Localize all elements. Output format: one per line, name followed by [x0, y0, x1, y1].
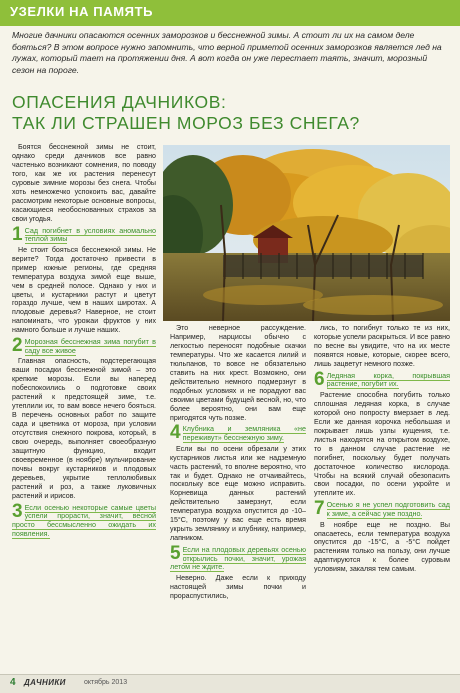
subheading-1 — [12, 223, 156, 245]
subheading-3 — [12, 500, 156, 538]
magazine-name: ДАЧНИКИ — [24, 678, 66, 687]
body-paragraph: Не стоит бояться бесснежной зимы. Не верите? Тогда достаточно привести в пример южные регионы, где средняя температура воздуха зимой еще выше, чем в средней полосе. Однако у них и цветы, и кустарники растут и цветут гораздо лучше, чем в наших широтах. А плодовые деревья? Наверное, не стоит напоминать, что урожаи фруктов у них намного больше и лучше наших. — [12, 245, 156, 335]
subheading-4 — [170, 422, 306, 444]
body-paragraph: В ноябре еще не поздно. Вы опасаетесь, если температура воздуха опустится до -15°С, а -5°С пойдет растениям только на пользу, они лучше адаптируются к более суровым условиям, закаляя тем самым. — [314, 520, 450, 574]
lead-paragraph: Многие дачники опасаются осенних заморозков и бесснежной зимы. А стоит ли их на самом деле бояться? В этом вопросе нужно запомнить, что верной приметой осенних заморозков является лед на лужах, который тает на протяжении дня. А вот когда он уже перестает таять, значит, морозный сезон на пороге. — [12, 30, 442, 75]
subheading-text: Если осенью некоторые самые цветы успели прорасти, значит, весной просто бессмысленно ожидать их появления. — [12, 502, 156, 538]
subheading-text: Осенью я не успел подготовить сад к зиме, а сейчас уже поздно. — [326, 500, 450, 518]
section-title: УЗЕЛКИ НА ПАМЯТЬ — [10, 4, 154, 19]
subheading-6 — [314, 368, 450, 390]
article-headline — [12, 92, 452, 134]
subheading-number: 3 — [12, 500, 23, 522]
subheading-number: 7 — [314, 498, 325, 520]
page-footer — [0, 674, 460, 693]
subheading-2 — [12, 335, 156, 357]
body-paragraph: лись, то погибнут только те из них, которые успели раскрыться. И все равно по весне вы увидите, что на их месте появятся новые, которые, скорее всего, лишь зацветут немного позже. — [314, 324, 450, 368]
issue-date: октябрь 2013 — [84, 679, 128, 686]
subheading-number: 2 — [12, 335, 23, 357]
autumn-garden-photo — [163, 145, 450, 321]
text-column-2 — [170, 324, 306, 603]
body-paragraph: Если вы по осени обрезали у этих кустарников листья или же надземную часть растений, то вполне вероятно, что так и будет. Однако не отчаивайтесь, поскольку все еще можно исправить. Корневища данных растений действительно замерзнут, если температура воздуха опустится до -10–15°С, поэтому у вас еще есть время укрыть землянику и клубнику, например, лапником. — [170, 444, 306, 543]
subheading-text: Клубника и земляника «не переживут» бесснежную зиму. — [182, 424, 306, 443]
subheading-number: 1 — [12, 223, 23, 245]
headline-line-2: ТАК ЛИ СТРАШЕН МОРОЗ БЕЗ СНЕГА? — [12, 113, 360, 133]
body-paragraph: Неверно. Даже если к приходу настоящей зимы почки и прораспустились, — [170, 573, 306, 600]
subheading-text: Сад погибнет в условиях аномально теплой зимы — [24, 225, 156, 244]
subheading-5 — [170, 543, 306, 572]
subheading-7 — [314, 498, 450, 520]
headline-line-1: ОПАСЕНИЯ ДАЧНИКОВ: — [12, 92, 227, 112]
text-column-3 — [314, 324, 450, 576]
subheading-text: Ледяная корка, покрывшая растение, погубит их. — [326, 370, 450, 389]
subheading-text: Если на плодовых деревьях осенью открылись почки, значит, урожая летом не ждите. — [170, 545, 306, 572]
text-column-1 — [12, 143, 156, 540]
subheading-text: Морозная бесснежная зима погубит в саду все живое — [24, 337, 156, 355]
body-paragraph: Главная опасность, подстерегающая ваши посадки бесснежной зимой – это крепкие морозы. Если вы наперед побеспокоились о подготовке своих растений к предстоящей зиме, т.е. утеплили их, то вам вовсе нечего бояться. В перечень основных работ по защите сада и цветника от мороза, при условии отсутствия снежного покрова, который, в свою очередь, выполняет своеобразную защитную функцию, входит своевременное (в ноябре) мульчирование почвы вокруг кустарников и плодовых деревьев, укрытие теплолюбивых растений и роз, а также луковичных растений и ирисов. — [12, 357, 156, 500]
photo-illustration — [163, 145, 450, 321]
page-number: 4 — [10, 677, 16, 688]
subheading-number: 4 — [170, 422, 181, 444]
subheading-number: 5 — [170, 543, 181, 565]
body-paragraph: Это неверное рассуждение. Например, нарциссы обычно с легкостью переносят подобные скачки температуры. Что же касается лилий и тюльпанов, то вовсе не обязательно ставить на них крест. Возможно, они действительно немного подмерзнут в подобных условиях и не порадуют вас своими цветами будущей весной, но, что более вероятно, они вам еще пригодятся чуть позже. — [170, 324, 306, 422]
subheading-number: 6 — [314, 368, 325, 390]
body-paragraph: Растение способна погубить только сплошная ледяная корка, в случае которой оно попросту вмерзает в лед. Если же данная корочка небольшая и покрывает лишь узлы кущения, т.е. листья находятся на открытом воздухе, то в данном случае растение не погибнет, поскольку будет получать достаточное количество кислорода. Чтобы на всякий случай обезопасить свои посадки, по осени укройте и утеплите их. — [314, 390, 450, 498]
body-paragraph: Боятся бесснежной зимы не стоит, однако среди дачников все равно частенько возникают сомнения, по поводу того, как же их растения перенесут суровые зимние морозы без снега. Чтобы хоть немножечко успокоить вас, давайте рассмотрим некоторые основные вопросы, касающиеся необоснованных страхов за свои угодья. — [12, 143, 156, 223]
section-header — [0, 0, 460, 26]
